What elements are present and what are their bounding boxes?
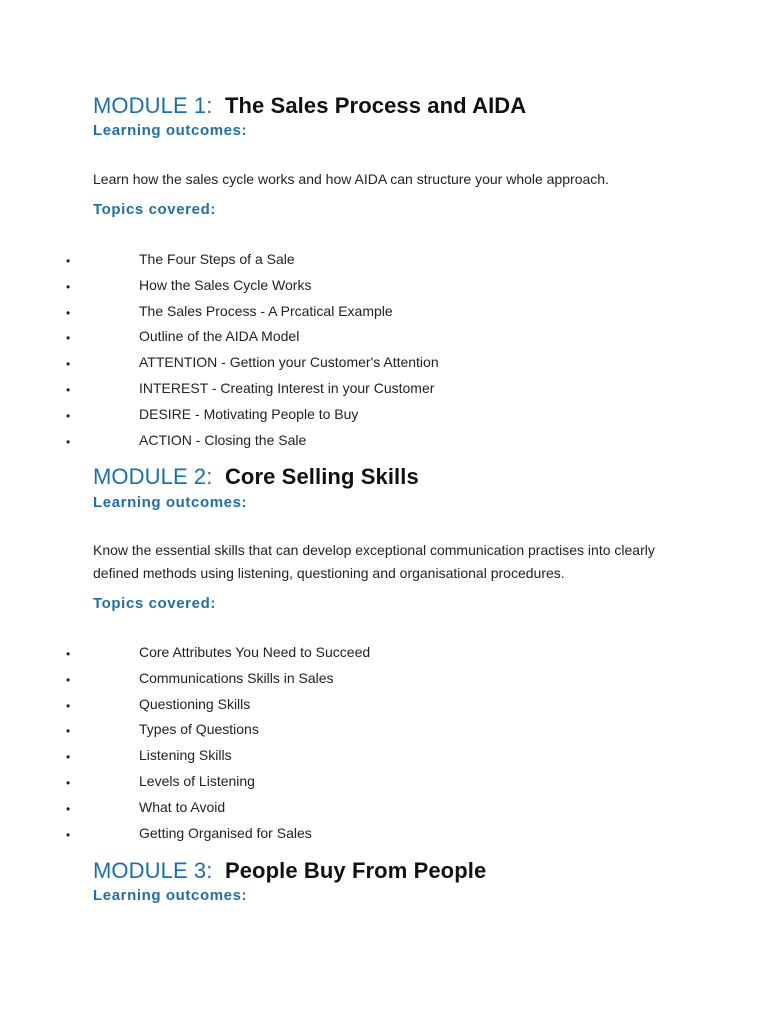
module-3-heading [93,858,486,884]
topic-label: How the Sales Cycle Works [139,276,312,293]
heading-separator: : [206,93,213,118]
topic-label: Types of Questions [139,721,259,738]
heading-separator: : [206,464,213,489]
topic-label: ATTENTION - Gettion your Customer's Attention [139,354,439,371]
bullet-icon: • [66,357,71,372]
module-1-topics-heading: Topics covered: [93,201,216,218]
topic-label: Questioning Skills [139,695,251,712]
module-2-learning-outcomes-heading: Learning outcomes: [93,494,248,511]
topic-label: Core Attributes You Need to Succeed [139,644,371,660]
topic-label: DESIRE - Motivating People to Buy [139,405,359,422]
topic-label: Getting Organised for Sales [139,824,312,841]
bullet-icon: • [66,434,71,449]
module-3-number: MODULE 3 [93,858,207,883]
heading-separator: : [206,858,213,883]
bullet-icon: • [66,408,71,423]
bullet-icon: • [66,750,71,765]
module-3-title: People Buy From People [224,858,487,883]
module-3-learning-outcomes-heading: Learning outcomes: [93,887,248,904]
topic-label: What to Avoid [139,798,226,815]
topic-label: ACTION - Closing the Sale [139,431,307,448]
topic-label: Communications Skills in Sales [139,669,334,686]
topic-label: Listening Skills [139,747,232,764]
module-1-heading [93,93,526,119]
bullet-icon: • [66,254,71,268]
bullet-icon: • [66,279,71,294]
bullet-icon: • [66,698,71,713]
bullet-icon: • [66,647,71,661]
topic-label: INTEREST - Creating Interest in your Customer [139,379,435,396]
module-2-number: MODULE 2 [93,464,207,489]
module-2-title: Core Selling Skills [224,464,419,489]
module-2-description: Know the essential skills that can develop exceptional communication practises into clearly defined methods using listening, questioning and organisational procedures. [93,542,655,581]
bullet-icon: • [66,827,71,842]
module-1-learning-outcomes-heading: Learning outcomes: [93,122,248,139]
topic-label: The Sales Process - A Prcatical Example [139,302,393,319]
bullet-icon: • [66,801,71,816]
topic-label: The Four Steps of a Sale [139,251,295,267]
bullet-icon: • [66,331,71,346]
module-2-heading [93,464,419,490]
bullet-icon: • [66,724,71,739]
topic-label: Outline of the AIDA Model [139,328,300,345]
topic-label: Levels of Listening [139,772,255,789]
bullet-icon: • [66,305,71,320]
bullet-icon: • [66,382,71,397]
module-2-topics-heading: Topics covered: [93,595,216,612]
bullet-icon: • [66,775,71,790]
module-1-number: MODULE 1 [93,93,207,118]
module-1-title: The Sales Process and AIDA [224,93,527,118]
module-1-description: Learn how the sales cycle works and how AIDA can structure your whole approach. [93,171,609,187]
bullet-icon: • [66,672,71,687]
